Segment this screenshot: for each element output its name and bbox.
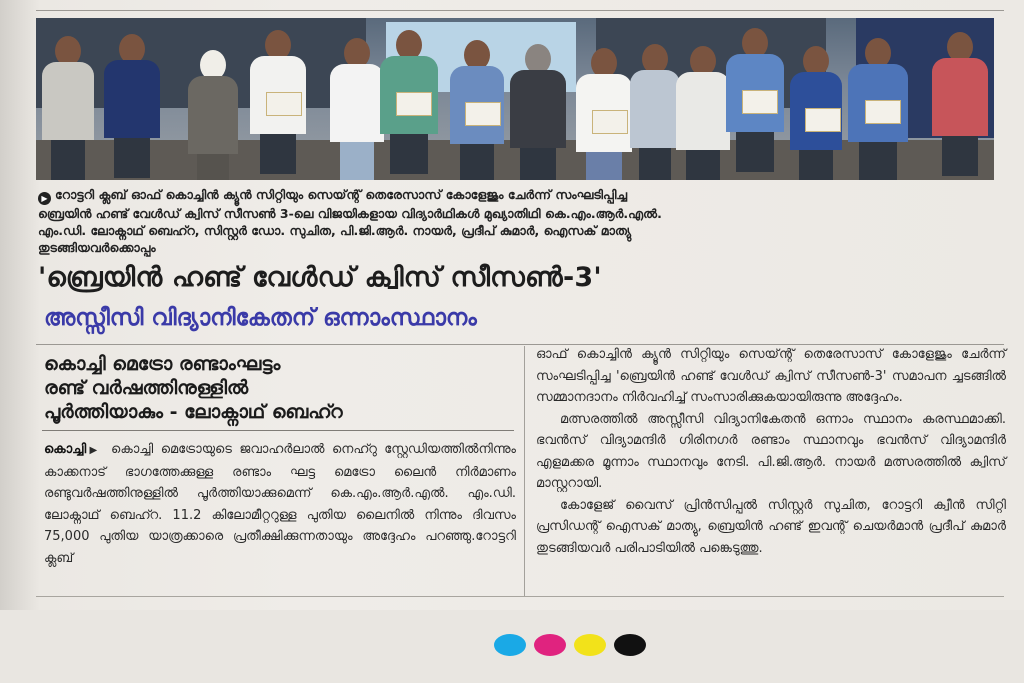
dateline: കൊച്ചി [44,442,87,457]
metro-story-body [44,439,516,569]
caption-line [38,186,998,205]
paragraph: കോളേജ് വൈസ് പ്രിൻസിപ്പൽ സിസ്റ്റർ സുചിത, റോട്ടറി ക്വീൻ സിറ്റി പ്രസിഡന്റ് ഐസക് മാത്യു, ബ്രെയിൻ ഹണ്ട് ഇവന്റ് ചെയർമാൻ പ്രദീപ് കുമാർ തുടങ്ങിയവർ പരിപാടിയിൽ പങ്കെടുത്തു. [536,497,1006,556]
metro-story-column [36,352,516,569]
paragraph-text: കൊച്ചി മെട്രോയുടെ ജവാഹർലാൽ നെഹ്റു സ്റ്റേഡിയത്തിൽനിന്നും കാക്കനാട് ഭാഗത്തേക്കുള്ള രണ്ടാം ഘട്ട മെട്രോ ലൈൻ നിർമാണം രണ്ടുവർഷത്തിനുള്ളിൽ പൂർത്തിയാക്കുമെന്ന് കെ.എം.ആർ.എൽ. എം.ഡി. ലോക്നാഥ് ബെഹ്റ. 11.2 കിലോമീറ്ററുള്ള പുതിയ ലൈനിൽ നിന്നും ദിവസം 75,000 പുതിയ യാത്രക്കാരെ പ്രതീക്ഷിക്കുന്നതായും അദ്ദേഹം പറഞ്ഞു.റോട്ടറി ക്ലബ് [44,442,516,566]
deck-line: കൊച്ചി മെട്രോ രണ്ടാംഘട്ടം [44,353,281,375]
metro-story-deck [44,352,516,424]
black-dot [614,634,646,656]
magenta-dot [534,634,566,656]
top-rule [36,10,1004,11]
column-divider [524,346,525,596]
deck-line: രണ്ട് വർഷത്തിനുള്ളിൽ [44,377,249,399]
deck-rule [42,430,514,431]
photo-caption [38,186,998,256]
cyan-dot [494,634,526,656]
caption-line: എം.ഡി. ലോക്നാഥ് ബെഹ്റ, സിസ്റ്റർ ഡോ. സുചിത, പി.ജി.ആർ. നായർ, പ്രദീപ് കുമാർ, ഐസക് മാത്യു [38,223,632,238]
bottom-rule [36,596,1004,597]
continuation-body [536,344,1006,559]
sub-headline: അസ്സീസി വിദ്യാനികേതന് ഒന്നാംസ്ഥാനം [44,305,477,331]
main-headline: 'ബ്രെയിൻ ഹണ്ട് വേൾഡ് ക്വിസ് സീസൺ-3' [38,262,602,293]
winners-group-photo [36,18,994,180]
deck-line: പൂർത്തിയാകും - ലോക്നാഥ് ബെഹ്റ [44,401,343,423]
caption-line: ബ്രെയിൻ ഹണ്ട് വേൾഡ് ക്വിസ് സീസൺ 3-ലെ വിജയികളായ വിദ്യാർഥികൾ മുഖ്യാതിഥി കെ.എം.ആർ.എൽ. [38,206,662,221]
paragraph [44,439,516,569]
yellow-dot [574,634,606,656]
caption-text: റോട്ടറി ക്ലബ് ഓഫ് കൊച്ചിൻ ക്യൂൻ സിറ്റിയും സെയ്ന്റ് തെരേസാസ് കോളേജും ചേർന്ന് സംഘടിപ്പിച്ച [55,187,628,202]
caption-line: തുടങ്ങിയവർക്കൊപ്പം [38,240,156,255]
paragraph: മത്സരത്തിൽ അസ്സീസി വിദ്യാനികേതൻ ഒന്നാം സ്ഥാനം കരസ്ഥമാക്കി. ഭവൻസ് വിദ്യാമന്ദിർ ഗിരിനഗർ രണ്ടാം സ്ഥാനവും ഭവൻസ് വിദ്യാമന്ദിർ എളമക്കര മൂന്നാം സ്ഥാനവും നേടി. പി.ജി.ആർ. നായർ മത്സരത്തിൽ ക്വിസ് മാസ്റ്ററായി. [536,411,1006,491]
continuation-column [536,344,1006,559]
play-icon: ▶ [38,192,51,205]
dateline-arrow-icon: ▶ [86,445,101,456]
paragraph: ഓഫ് കൊച്ചിൻ ക്യൂൻ സിറ്റിയും സെയ്ന്റ് തെരേസാസ് കോളേജും ചേർന്ന് സംഘടിപ്പിച്ച 'ബ്രെയിൻ ഹണ്ട് വേൾഡ് ക്വിസ് സീസൺ-3' സമാപന ച്ചടങ്ങിൽ സമ്മാനദാനം നിർവഹിച്ച് സംസാരിക്കുകയായിരുന്നു അദ്ദേഹം. [536,347,1006,405]
